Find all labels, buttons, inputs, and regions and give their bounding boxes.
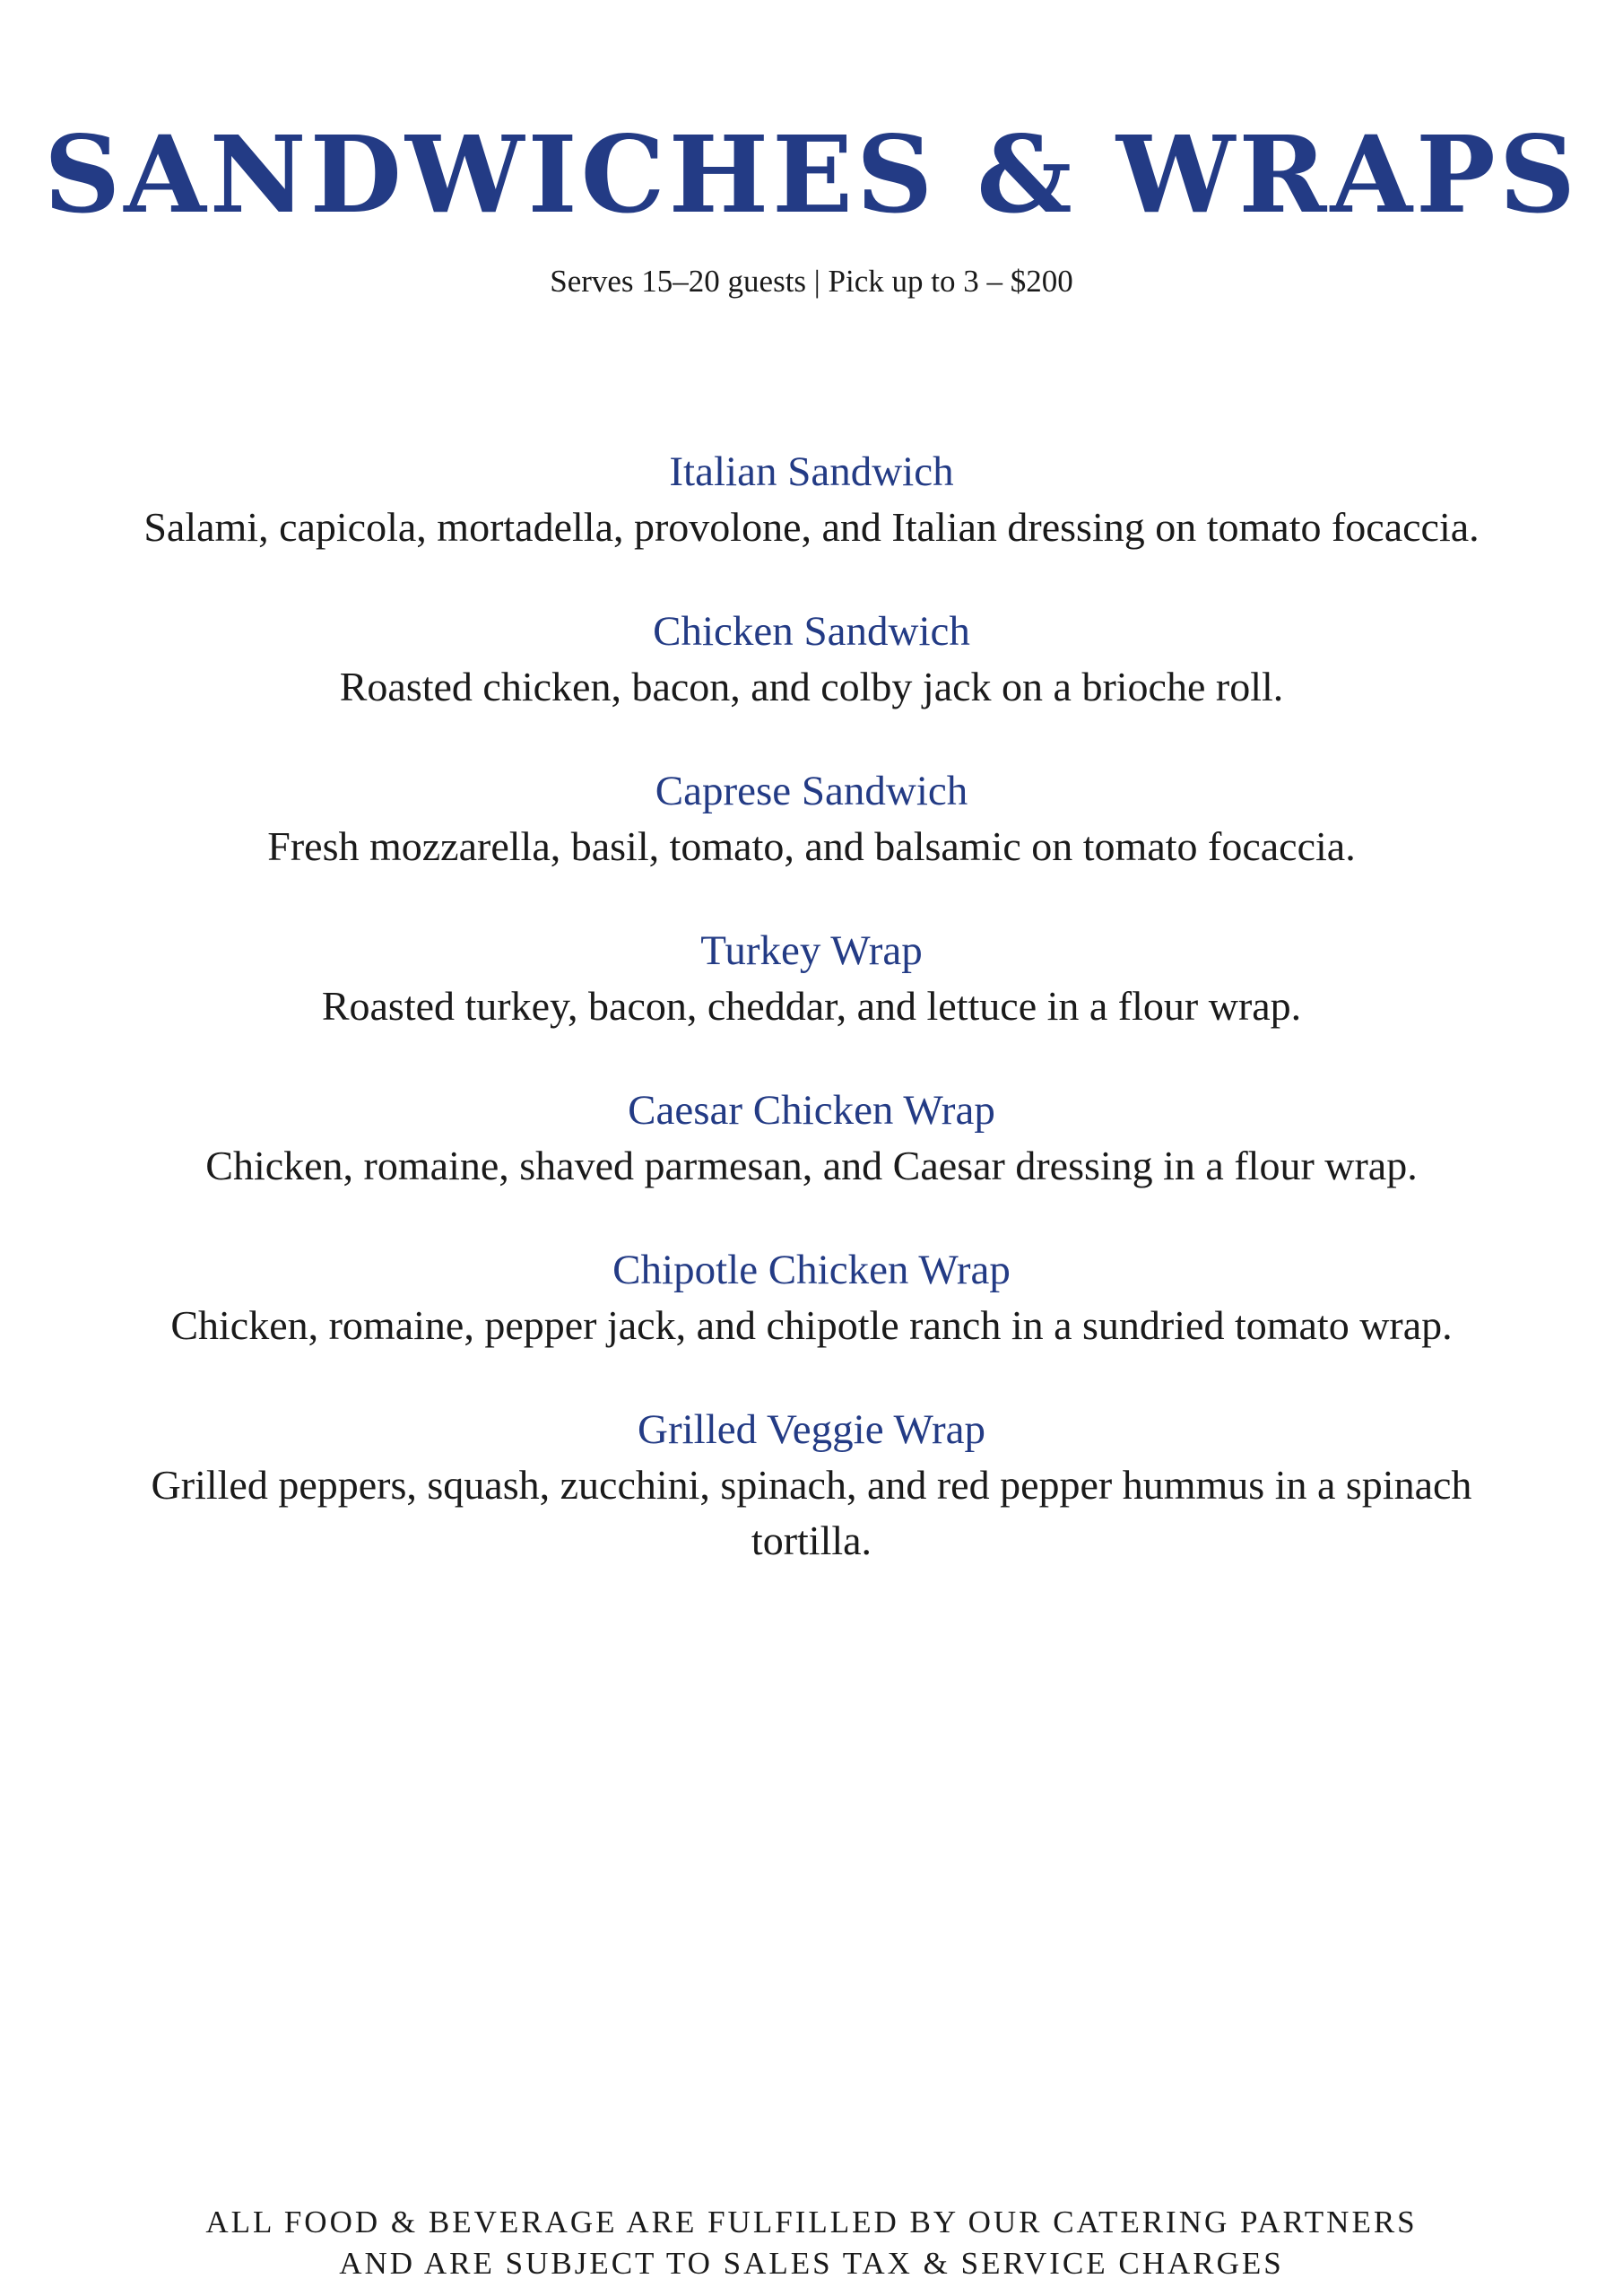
menu-item [143, 444, 1480, 555]
menu-item [143, 1402, 1480, 1569]
menu-item-description: Roasted chicken, bacon, and colby jack on a brioche roll. [339, 664, 1284, 709]
footer-disclaimer [0, 2202, 1623, 2284]
menu-item-name: Caesar Chicken Wrap [628, 1087, 995, 1134]
menu-item-name: Chicken Sandwich [653, 608, 970, 655]
menu-item-name: Chipotle Chicken Wrap [612, 1247, 1011, 1293]
menu-list [143, 444, 1480, 1617]
footer-line-1: ALL FOOD & BEVERAGE ARE FULFILLED BY OUR CATERING PARTNERS [205, 2205, 1418, 2239]
menu-item [143, 923, 1480, 1034]
menu-item-name: Caprese Sandwich [655, 768, 968, 814]
page-subtitle: Serves 15–20 guests | Pick up to 3 – $200 [550, 264, 1073, 299]
menu-item-description: Roasted turkey, bacon, cheddar, and lettuce in a flour wrap. [321, 983, 1302, 1029]
menu-item-name: Italian Sandwich [669, 448, 954, 495]
page-title: SANDWICHES & WRAPS [43, 112, 1579, 237]
menu-item-name: Grilled Veggie Wrap [638, 1406, 985, 1453]
menu-item [143, 604, 1480, 715]
menu-item-description: Chicken, romaine, pepper jack, and chipotle ranch in a sundried tomato wrap. [170, 1302, 1453, 1348]
menu-item-description: Fresh mozzarella, basil, tomato, and balsamic on tomato focaccia. [267, 823, 1356, 869]
menu-item-description: Chicken, romaine, shaved parmesan, and Caesar dressing in a flour wrap. [205, 1143, 1418, 1188]
menu-item-name: Turkey Wrap [700, 927, 923, 974]
menu-item [143, 1242, 1480, 1353]
menu-item-description: Salami, capicola, mortadella, provolone, and Italian dressing on tomato focaccia. [143, 504, 1480, 550]
menu-item [143, 763, 1480, 874]
menu-item [143, 1083, 1480, 1194]
footer-line-2: AND ARE SUBJECT TO SALES TAX & SERVICE CHARGES [339, 2246, 1284, 2281]
menu-item-description: Grilled peppers, squash, zucchini, spinach, and red pepper hummus in a spinach tortilla. [151, 1462, 1472, 1563]
